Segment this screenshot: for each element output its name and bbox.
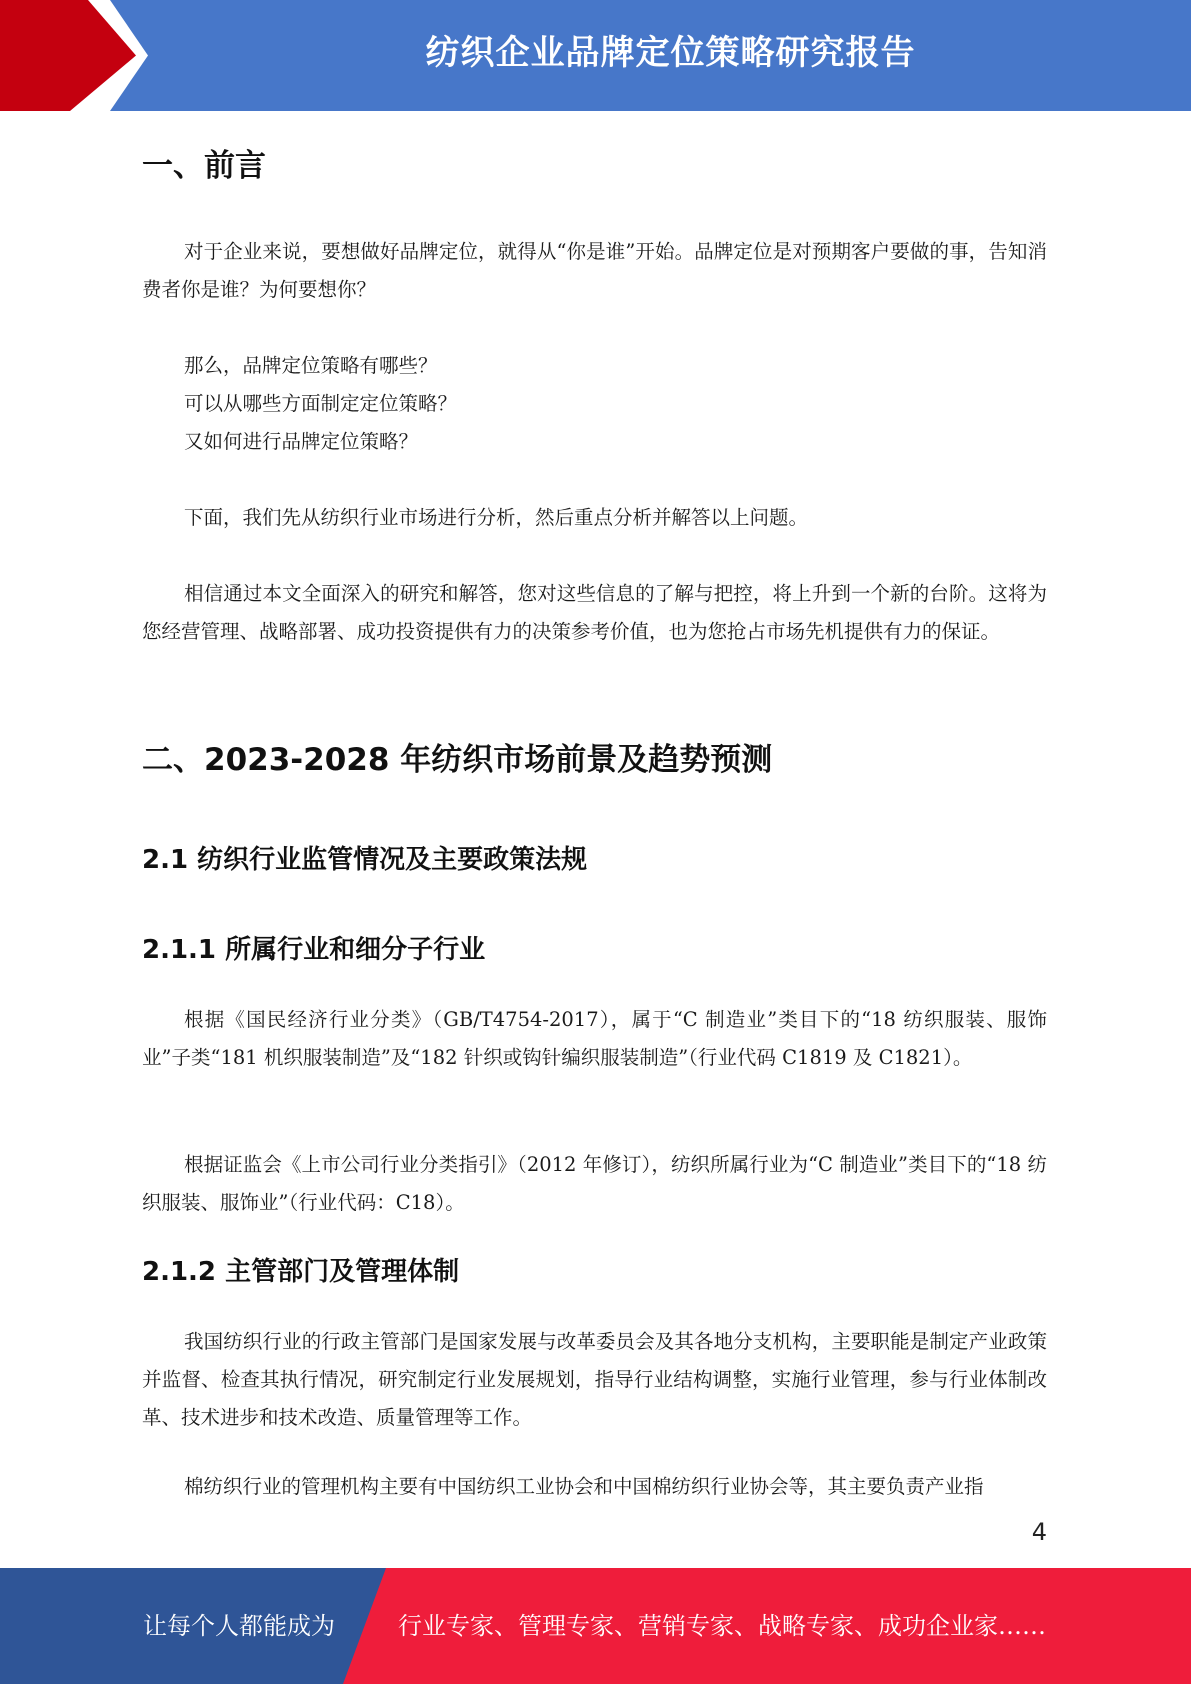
paragraph-csrc-classification: 根据证监会《上市公司行业分类指引》（2012 年修订），纺织所属行业为“C 制造业”类目下的“18 纺织服装、服饰业”（行业代码：C18）。 — [142, 1153, 1047, 1214]
header-banner — [0, 0, 1191, 111]
paragraph-value: 相信通过本文全面深入的研究和解答，您对这些信息的了解与把控，将上升到一个新的台阶。这将为您经营管理、战略部署、成功投资提供有力的决策参考价值，也为您抢占市场先机提供有力的保证。 — [142, 582, 1047, 643]
section-1-heading: 一、前言 — [142, 148, 266, 184]
report-title: 纺织企业品牌定位策略研究报告 — [425, 33, 916, 73]
footer-slogan-right: 行业专家、管理专家、营销专家、战略专家、成功企业家…… — [398, 1612, 1046, 1640]
paragraph-associations: 棉纺织行业的管理机构主要有中国纺织工业协会和中国棉纺织行业协会等，其主要负责产业指 — [184, 1475, 984, 1498]
paragraph-industry-classification: 根据《国民经济行业分类》（GB/T4754-2017），属于“C 制造业”类目下的“18 纺织服装、服饰业”子类“181 机织服装制造”及“182 针织或钩针编织服装制造”（行业代码 C1819 及 C1821）。 — [142, 1008, 1047, 1069]
section-2-1-2-heading: 2.1.2 主管部门及管理体制 — [142, 1257, 460, 1287]
question-2: 可以从哪些方面制定定位策略？ — [184, 392, 458, 415]
question-3: 又如何进行品牌定位策略？ — [184, 430, 419, 453]
section-2-heading: 二、2023-2028 年纺织市场前景及趋势预测 — [142, 742, 773, 778]
paragraph-analysis: 下面，我们先从纺织行业市场进行分析，然后重点分析并解答以上问题。 — [184, 506, 809, 529]
paragraph-regulator: 我国纺织行业的行政主管部门是国家发展与改革委员会及其各地分支机构，主要职能是制定产业政策并监督、检查其执行情况，研究制定行业发展规划，指导行业结构调整，实施行业管理，参与行业体制改革、技术进步和技术改造、质量管理等工作。 — [142, 1330, 1047, 1429]
footer-slogan-left: 让每个人都能成为 — [143, 1612, 335, 1640]
paragraph-intro: 对于企业来说，要想做好品牌定位，就得从“你是谁”开始。品牌定位是对预期客户要做的事，告知消费者你是谁？为何要想你？ — [142, 240, 1047, 301]
page-number: 4 — [1031, 1518, 1047, 1546]
footer-banner — [0, 1568, 1191, 1684]
section-2-1-heading: 2.1 纺织行业监管情况及主要政策法规 — [142, 845, 588, 875]
question-1: 那么，品牌定位策略有哪些？ — [184, 354, 438, 377]
section-2-1-1-heading: 2.1.1 所属行业和细分子行业 — [142, 935, 486, 965]
